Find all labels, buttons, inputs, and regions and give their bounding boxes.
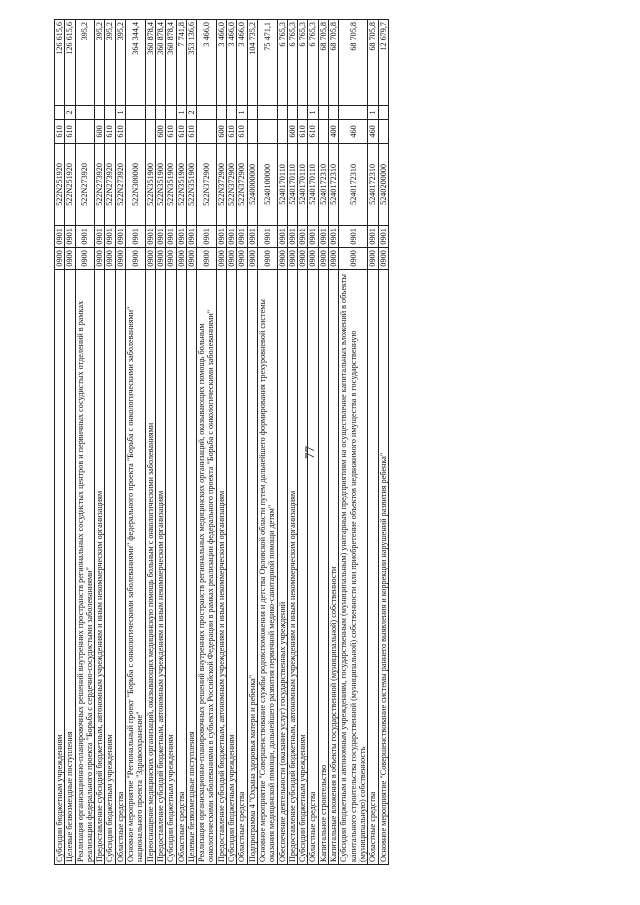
row-expense-type-cell: 610 [308,119,318,143]
row-name-cell: Реализация организационно-планировочных решений внутренних пространств региональных сосудистых центров и первичных сосудистых отделений в рамках реализации федерального проекта "Борьба с сердечно-сосудистыми заболеваниями" [75,269,95,864]
row-grbs-code-cell: 0900 [339,247,368,269]
row-name-cell: Субсидии бюджетным учреждениям [166,269,176,864]
row-target-article-cell: 5240100000 [257,143,277,225]
budget-table-body [55,20,389,865]
row-target-article-cell: 522N351900 [155,143,165,225]
row-amount-cell: 68 705,8 [318,20,328,106]
row-amount-cell: 6 765,3 [298,20,308,106]
row-name-cell: Областные средства [237,269,247,864]
row-grbs-code-cell: 0900 [368,247,378,269]
row-name-cell: Областные средства [368,269,378,864]
row-section-code-cell: 0901 [227,225,237,247]
row-grbs-code-cell: 0900 [155,247,165,269]
row-amount-cell: 395,2 [95,20,105,106]
row-name-cell: Субсидии бюджетным учреждениям [298,269,308,864]
row-funding-flag-cell [216,105,226,119]
row-amount-cell: 395,2 [75,20,95,106]
row-expense-type-cell: 600 [155,119,165,143]
row-amount-cell: 68 705,8 [329,20,339,106]
row-amount-cell: 353 136,6 [186,20,196,106]
table-row [247,20,257,865]
row-section-code-cell: 0901 [318,225,328,247]
row-expense-type-cell: 400 [329,119,339,143]
row-target-article-cell: 5240000000 [247,143,257,225]
row-target-article-cell: 5240172310 [339,143,368,225]
row-section-code-cell: 0901 [166,225,176,247]
table-row [75,20,95,865]
table-row [277,20,287,865]
row-name-cell: Основное мероприятие "Региональный проект "Борьба с онкологическими заболеваниями" федерального проекта "Борьба с онкологическими заболеваниями" национального проекта "Здравоохранение" [126,269,146,864]
row-grbs-code-cell: 0900 [186,247,196,269]
table-row [308,20,318,865]
row-target-article-cell: 522N273920 [75,143,95,225]
row-funding-flag-cell [145,105,155,119]
row-funding-flag-cell [227,105,237,119]
row-grbs-code-cell: 0900 [318,247,328,269]
row-section-code-cell: 0901 [75,225,95,247]
row-funding-flag-cell: 1 [115,105,125,119]
row-grbs-code-cell: 0900 [105,247,115,269]
row-target-article-cell: 5240170110 [287,143,297,225]
budget-table [54,19,389,865]
row-name-cell: Областные средства [308,269,318,864]
row-grbs-code-cell: 0900 [257,247,277,269]
row-grbs-code-cell: 0900 [166,247,176,269]
row-name-cell: Обеспечение деятельности (оказание услуг) государственных учреждений [277,269,287,864]
table-row [115,20,125,865]
row-grbs-code-cell: 0900 [378,247,388,269]
row-funding-flag-cell [329,105,339,119]
row-funding-flag-cell [166,105,176,119]
table-row [287,20,297,865]
page-number: 77 [302,446,317,459]
row-expense-type-cell [257,119,277,143]
row-expense-type-cell [145,119,155,143]
row-amount-cell: 360 878,4 [166,20,176,106]
row-amount-cell: 3 466,0 [197,20,217,106]
row-funding-flag-cell [105,105,115,119]
row-section-code-cell: 0901 [105,225,115,247]
row-expense-type-cell: 610 [55,119,65,143]
row-target-article-cell: 522N351900 [186,143,196,225]
row-grbs-code-cell: 0900 [247,247,257,269]
row-name-cell: Субсидии бюджетным учреждениям [105,269,115,864]
row-expense-type-cell: 600 [95,119,105,143]
row-section-code-cell: 0901 [55,225,65,247]
row-expense-type-cell: 460 [368,119,378,143]
row-grbs-code-cell: 0900 [95,247,105,269]
row-name-cell: Основное мероприятие "Совершенствование службы родовспоможения и детства Орловской области путем дальнейшего формирования трехуровневой системы оказания медицинской помощи, дальнейшего развития первичной медико-санитарной помощи детям" [257,269,277,864]
row-section-code-cell: 0901 [237,225,247,247]
row-expense-type-cell: 610 [186,119,196,143]
row-grbs-code-cell: 0900 [126,247,146,269]
row-target-article-cell: 522N372900 [227,143,237,225]
row-name-cell: Реализация организационно-планировочных решений внутренних пространств региональных медицинских организаций, оказывающих помощь больным онкологическими заболеваниями в субъектах Российской Федерации в рамках реализации федерального проекта "Борьба с онкологическими заболеваниями" [197,269,217,864]
table-row [298,20,308,865]
row-funding-flag-cell [277,105,287,119]
row-expense-type-cell: 610 [176,119,186,143]
table-row [55,20,65,865]
row-amount-cell: 6 765,3 [287,20,297,106]
row-section-code-cell: 0901 [176,225,186,247]
row-expense-type-cell: 610 [298,119,308,143]
row-section-code-cell: 0901 [155,225,165,247]
row-funding-flag-cell [197,105,217,119]
row-expense-type-cell: 610 [237,119,247,143]
row-grbs-code-cell: 0900 [308,247,318,269]
row-amount-cell: 6 765,3 [308,20,318,106]
row-target-article-cell: 5240170110 [277,143,287,225]
row-amount-cell: 126 615,6 [65,20,75,106]
table-row [339,20,368,865]
row-expense-type-cell [247,119,257,143]
row-name-cell: Субсидии бюджетным и автономным учреждениям, государственным (муниципальным) унитарным предприятиям на осуществление капитальных вложений в объекты капитального строительства государственной (муниципальной) собственности или приобретение объектов недвижимого имущества в государственную (муниципальную) собственность [339,269,368,864]
table-row [166,20,176,865]
row-grbs-code-cell: 0900 [197,247,217,269]
row-amount-cell: 68 705,8 [339,20,368,106]
row-target-article-cell: 522N300000 [126,143,146,225]
table-row [227,20,237,865]
row-funding-flag-cell [126,105,146,119]
row-amount-cell: 395,2 [105,20,115,106]
row-amount-cell: 126 615,6 [55,20,65,106]
row-section-code-cell: 0901 [378,225,388,247]
row-target-article-cell: 5240172310 [318,143,328,225]
row-name-cell: Субсидии бюджетным учреждениям [227,269,237,864]
row-grbs-code-cell: 0900 [115,247,125,269]
row-grbs-code-cell: 0900 [176,247,186,269]
table-row [145,20,155,865]
row-funding-flag-cell: 1 [368,105,378,119]
table-row [378,20,388,865]
row-funding-flag-cell [318,105,328,119]
row-name-cell: Предоставление субсидий бюджетным, автономным учреждениям и иным некоммерческим организациям [95,269,105,864]
row-funding-flag-cell: 1 [237,105,247,119]
table-row [95,20,105,865]
row-funding-flag-cell [298,105,308,119]
row-name-cell: Основное мероприятие "Совершенствование системы раннего выявления и коррекции нарушений развития ребенка" [378,269,388,864]
row-section-code-cell: 0901 [65,225,75,247]
row-funding-flag-cell [75,105,95,119]
row-target-article-cell: 5240172310 [368,143,378,225]
row-target-article-cell: 5240170110 [308,143,318,225]
row-amount-cell: 3 466,0 [216,20,226,106]
row-expense-type-cell: 610 [227,119,237,143]
row-target-article-cell: 5240170110 [298,143,308,225]
row-section-code-cell: 0901 [216,225,226,247]
row-amount-cell: 395,2 [115,20,125,106]
row-expense-type-cell [318,119,328,143]
row-grbs-code-cell: 0900 [287,247,297,269]
row-funding-flag-cell [95,105,105,119]
row-expense-type-cell: 610 [115,119,125,143]
row-target-article-cell: 5240172310 [329,143,339,225]
table-row [65,20,75,865]
row-target-article-cell: 5240200000 [378,143,388,225]
row-section-code-cell: 0901 [247,225,257,247]
row-name-cell: Подпрограмма 4 "Охрана здоровья матери и ребенка" [247,269,257,864]
row-section-code-cell: 0901 [186,225,196,247]
row-grbs-code-cell: 0900 [227,247,237,269]
row-target-article-cell: 522N351900 [145,143,155,225]
row-target-article-cell: 522N251920 [55,143,65,225]
row-funding-flag-cell [257,105,277,119]
table-row [126,20,146,865]
row-name-cell: Областные средства [115,269,125,864]
row-grbs-code-cell: 0900 [237,247,247,269]
row-amount-cell: 3 466,0 [237,20,247,106]
row-grbs-code-cell: 0900 [298,247,308,269]
row-amount-cell: 364 344,4 [126,20,146,106]
row-section-code-cell: 0901 [95,225,105,247]
table-row [105,20,115,865]
row-expense-type-cell: 600 [216,119,226,143]
row-grbs-code-cell: 0900 [145,247,155,269]
row-funding-flag-cell: 1 [308,105,318,119]
row-funding-flag-cell [55,105,65,119]
row-name-cell: Предоставление субсидий бюджетным, автономным учреждениям и иным некоммерческим организациям [155,269,165,864]
row-expense-type-cell [126,119,146,143]
row-expense-type-cell: 610 [166,119,176,143]
row-funding-flag-cell [287,105,297,119]
row-grbs-code-cell: 0900 [55,247,65,269]
row-target-article-cell: 522N273920 [105,143,115,225]
row-name-cell: Переоснащение медицинских организаций, оказывающих медицинскую помощь больным с онкологическими заболеваниями [145,269,155,864]
row-amount-cell: 3 466,0 [227,20,237,106]
row-section-code-cell: 0901 [277,225,287,247]
row-grbs-code-cell: 0900 [277,247,287,269]
row-amount-cell: 104 735,2 [247,20,257,106]
table-row [368,20,378,865]
row-name-cell: Целевые безвозмездные поступления [65,269,75,864]
table-row [186,20,196,865]
table-row [176,20,186,865]
row-target-article-cell: 522N251920 [65,143,75,225]
row-expense-type-cell: 610 [105,119,115,143]
row-grbs-code-cell: 0900 [216,247,226,269]
row-target-article-cell: 522N372900 [237,143,247,225]
row-section-code-cell: 0901 [126,225,146,247]
row-section-code-cell: 0901 [329,225,339,247]
row-target-article-cell: 522N351900 [176,143,186,225]
row-section-code-cell: 0901 [115,225,125,247]
row-amount-cell: 360 878,4 [155,20,165,106]
row-funding-flag-cell [378,105,388,119]
row-funding-flag-cell: 1 [176,105,186,119]
row-target-article-cell: 522N351900 [166,143,176,225]
row-funding-flag-cell [247,105,257,119]
row-target-article-cell: 522N273920 [95,143,105,225]
row-section-code-cell: 0901 [197,225,217,247]
table-row [329,20,339,865]
row-expense-type-cell [75,119,95,143]
row-name-cell: Предоставление субсидий бюджетным, автономным учреждениям и иным некоммерческим организациям [216,269,226,864]
row-section-code-cell: 0901 [308,225,318,247]
row-section-code-cell: 0901 [339,225,368,247]
row-amount-cell: 12 679,7 [378,20,388,106]
row-name-cell: Субсидии бюджетным учреждениям [55,269,65,864]
row-expense-type-cell [197,119,217,143]
row-target-article-cell: 522N273920 [115,143,125,225]
row-section-code-cell: 0901 [298,225,308,247]
table-row [155,20,165,865]
row-funding-flag-cell: 2 [186,105,196,119]
row-name-cell: Целевые безвозмездные поступления [186,269,196,864]
row-name-cell: Предоставление субсидий бюджетным, автономным учреждениям и иным некоммерческим организациям [287,269,297,864]
row-amount-cell: 360 878,4 [145,20,155,106]
row-section-code-cell: 0901 [257,225,277,247]
row-name-cell: Областные средства [176,269,186,864]
row-section-code-cell: 0901 [145,225,155,247]
row-expense-type-cell [378,119,388,143]
row-grbs-code-cell: 0900 [65,247,75,269]
row-expense-type-cell: 600 [287,119,297,143]
row-funding-flag-cell: 2 [65,105,75,119]
row-amount-cell: 75 471,1 [257,20,277,106]
row-amount-cell: 6 765,3 [277,20,287,106]
table-row [318,20,328,865]
table-row [216,20,226,865]
row-funding-flag-cell [339,105,368,119]
row-section-code-cell: 0901 [287,225,297,247]
table-row [237,20,247,865]
row-name-cell: Капитальные вложения в объекты государственной (муниципальной) собственности [329,269,339,864]
row-grbs-code-cell: 0900 [75,247,95,269]
row-amount-cell: 7 741,8 [176,20,186,106]
row-expense-type-cell [277,119,287,143]
row-name-cell: Капитальное строительство [318,269,328,864]
row-expense-type-cell: 460 [339,119,368,143]
row-amount-cell: 68 705,8 [368,20,378,106]
row-expense-type-cell: 610 [65,119,75,143]
table-row [257,20,277,865]
row-target-article-cell: 522N372900 [216,143,226,225]
row-funding-flag-cell [155,105,165,119]
row-section-code-cell: 0901 [368,225,378,247]
row-grbs-code-cell: 0900 [329,247,339,269]
row-target-article-cell: 522N372900 [197,143,217,225]
table-row [197,20,217,865]
